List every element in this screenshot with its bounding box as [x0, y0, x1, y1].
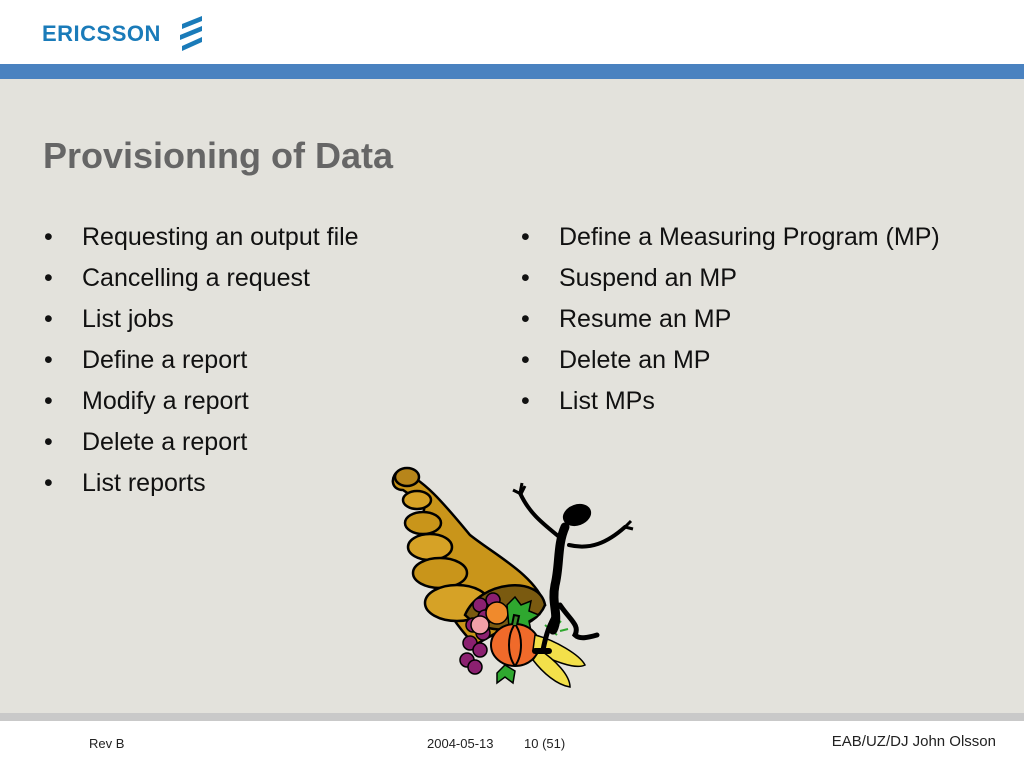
- ericsson-logo-text: ERICSSON: [42, 21, 161, 46]
- list-item: • Modify a report: [44, 386, 484, 416]
- ericsson-logo-icon: [178, 15, 206, 51]
- list-item: • Define a report: [44, 345, 484, 375]
- slide-title: Provisioning of Data: [43, 135, 394, 176]
- list-item: • List reports: [44, 468, 484, 498]
- page-number: 10 (51): [524, 736, 566, 751]
- dancing-figure: [513, 483, 633, 651]
- list-item: • List jobs: [44, 304, 484, 334]
- header-band: [0, 64, 1024, 79]
- right-bullet-list: [521, 222, 961, 427]
- peach-fruit: [471, 616, 489, 634]
- leaf: [497, 665, 515, 683]
- list-item: • Delete a report: [44, 427, 484, 457]
- list-item: • Requesting an output file: [44, 222, 484, 252]
- footer-divider: [0, 713, 1024, 721]
- list-item: • Resume an MP: [521, 304, 961, 334]
- cornucopia-clipart: [385, 455, 645, 695]
- header: [0, 0, 1024, 64]
- orange-fruit: [486, 602, 508, 624]
- date-label: 2004-05-13: [427, 736, 494, 751]
- list-item: • Cancelling a request: [44, 263, 484, 293]
- footer: [0, 721, 1024, 768]
- author-label: EAB/UZ/DJ John Olsson: [831, 733, 996, 750]
- list-item: • Suspend an MP: [521, 263, 961, 293]
- list-item: • Delete an MP: [521, 345, 961, 375]
- list-item: • Define a Measuring Program (MP): [521, 222, 961, 252]
- revision-label: Rev B: [89, 736, 125, 751]
- list-item: • List MPs: [521, 386, 961, 416]
